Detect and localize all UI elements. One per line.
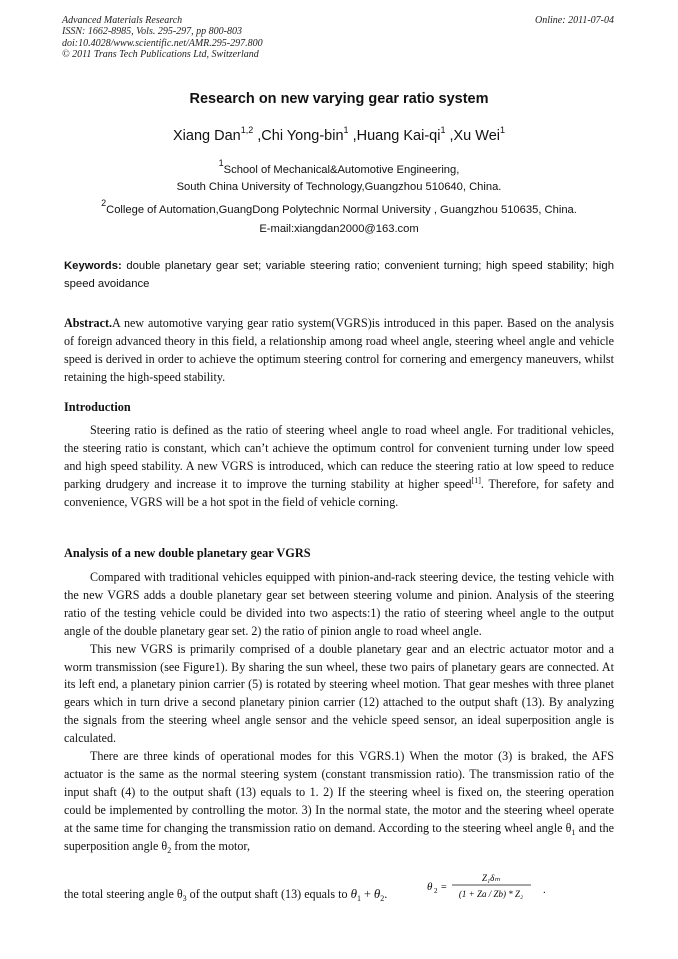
- formula-period: .: [543, 884, 546, 896]
- formula-lhs: θ: [427, 881, 433, 893]
- abstract-text: A new automotive varying gear ratio system(VGRS)is introduced in this paper. Based on the analysis of foreign advanced theory in this field, a relationship among road wheel angle, steering wheel angle and vehicle speed is derived in order to achieve the optimum steering control for cornering and emergency maneuvers, whilst retaining the high-speed stability.: [64, 316, 614, 384]
- author-name: Xu Wei: [453, 128, 500, 144]
- issn-line: ISSN: 1662-8985, Vols. 295-297, pp 800-803: [62, 26, 242, 38]
- author-affil-sup: 1: [343, 125, 349, 135]
- author-email: E-mail:xiangdan2000@163.com: [259, 223, 419, 235]
- formula-equals: =: [441, 882, 447, 893]
- section-heading-introduction: Introduction: [64, 400, 131, 414]
- abstract-label: Abstract.: [64, 316, 113, 330]
- paragraph: Compared with traditional vehicles equipped with pinion-and-rack steering device, the testing vehicle with the new VGRS adds a double planetary gear set between steering volume and pinion. Analysis of the steering ratio of the testing vehicle could be divided into two aspects:1) the ratio of steering wheel angle to the output angle of the double planetary gear set. 2) the ratio of pinion angle to road wheel angle.: [64, 570, 614, 638]
- paragraph: This new VGRS is primarily comprised of a double planetary gear and an electric actuator motor and a worm transmission (see Figure1). By sharing the sun wheel, these two pairs of planetary gears are connected. At its left end, a planetary pinion carrier (5) is rotated by steering wheel motion. That gear meshes with three planet gears which in turn drive a second planetary pinion carrier (12) attached to the output shaft (13). By analyzing the signals from the steering wheel angle sensor and the vehicle speed sensor, an ideal superposition angle is calculated.: [64, 641, 614, 746]
- online-date: Online: 2011-07-04: [535, 15, 614, 26]
- paragraph: There are three kinds of operational modes for this VGRS.1) When the motor (3) is braked, the AFS actuator is the same as the normal steering system (constant transmission ratio). The transmission ratio of the input shaft (4) to the output shaft (13) equals to 1. 2) If the steering wheel is fixed on, the steering operation could be implemented by controlling the motor. 3) In the normal state, the motor and the steering wheel operate at the same time for changing the transmission ratio on demand. According to the steering wheel angle $\theta_1$ and the superposition angle $\theta_2$ from the motor,: [64, 749, 614, 855]
- author-separator: ,: [445, 128, 454, 144]
- keywords: [64, 258, 614, 293]
- affiliation-sup: 2: [101, 198, 107, 208]
- author-affil-sup: 1: [440, 125, 446, 135]
- angle-sum-equation: $\theta_1 + \theta_2$.: [350, 886, 388, 903]
- doi-line: doi:10.4028/www.scientific.net/AMR.295-297.800: [62, 37, 263, 49]
- formula-denominator: (1 + Za / Zb) * Z₂: [458, 889, 524, 899]
- author-affil-sup: 1: [500, 125, 506, 135]
- journal-header: [62, 15, 263, 61]
- author-affil-sup: 1,2: [240, 125, 254, 135]
- formula-numerator: Z₁δₘ: [482, 873, 500, 883]
- formula-lhs-sub: 2: [434, 887, 438, 895]
- affiliation-2: $^2$College of Automation,GuangDong Polytechnic Normal University , Guangzhou 510635, China.: [101, 198, 577, 216]
- paragraph: Steering ratio is defined as the ratio of steering wheel angle to road wheel angle. For traditional vehicles, the steering ratio is constant, which can’t achieve the optimum control for convenient turning under low speed and high speed stability. A new VGRS is introduced, which can reduce the steering ratio at low speed to reduce parking drudgery and increase it to improve the turning stability at higher speed[1]. Therefore, for safety and convenience, VGRS will be a hot spot in the field of vehicle corning.: [64, 423, 614, 509]
- section-heading-analysis: Analysis of a new double planetary gear VGRS: [64, 546, 311, 560]
- introduction-body: [64, 422, 614, 512]
- journal-name: Advanced Materials Research: [62, 15, 183, 26]
- citation: [1]: [471, 475, 481, 485]
- author-list: [0, 125, 678, 144]
- abstract: [64, 315, 614, 387]
- keywords-label: Keywords:: [64, 260, 122, 272]
- copyright-line: © 2011 Trans Tech Publications Ltd, Switzerland: [62, 49, 259, 61]
- author-name: Xiang Dan: [172, 128, 241, 144]
- author-separator: ,: [348, 128, 357, 144]
- equation-line: the total steering angle $\theta_3$ of the output shaft (13) equals to $\theta_1 + \theta_2$.: [64, 886, 388, 903]
- affiliation-sup: 1: [218, 158, 224, 168]
- affiliation-1-line-1: $^1$School of Mechanical&Automotive Engineering,: [218, 158, 460, 176]
- keywords-text: double planetary gear set; variable steering ratio; convenient turning; high speed stability; high speed avoidance: [64, 260, 614, 290]
- affiliation-1-line-2: South China University of Technology,Guangzhou 510640, China.: [176, 181, 502, 193]
- superposition-angle-formula: [425, 869, 555, 905]
- author-separator: ,: [253, 128, 262, 144]
- paper-title: Research on new varying gear ratio system: [189, 91, 489, 107]
- analysis-body: [64, 569, 614, 856]
- author-name: Chi Yong-bin: [261, 128, 344, 144]
- author-name: Huang Kai-qi: [356, 128, 441, 144]
